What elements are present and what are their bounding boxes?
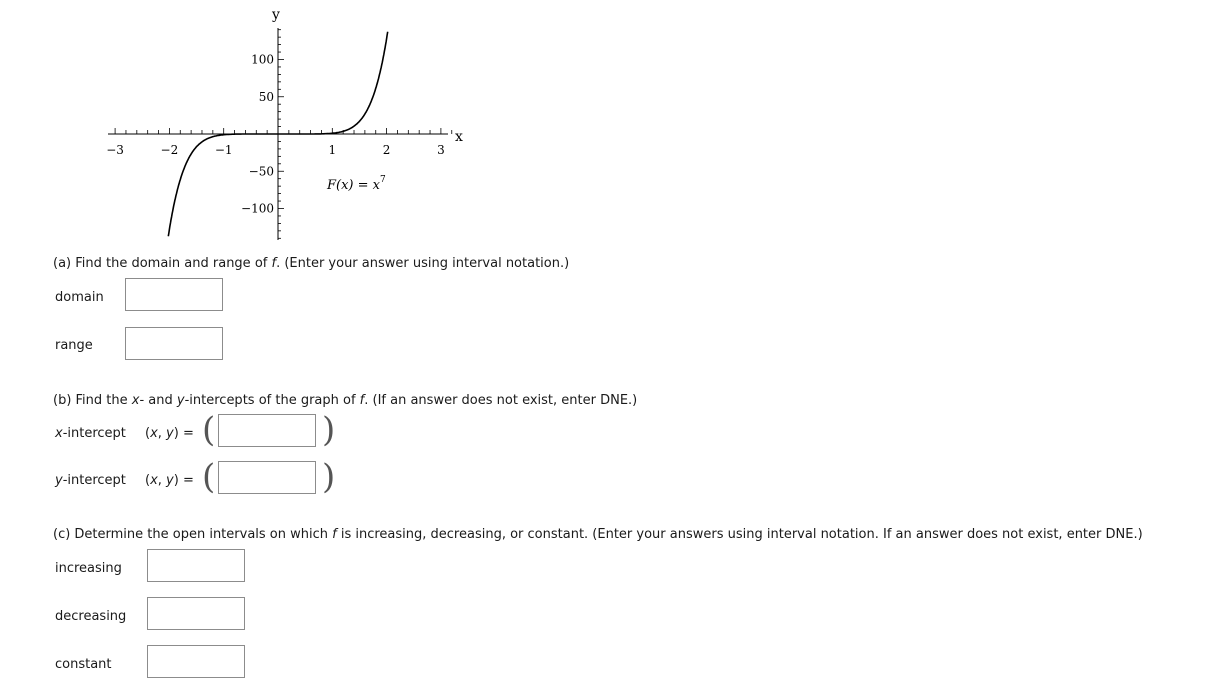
domain-input[interactable] <box>125 278 223 311</box>
part-b-question: (b) Find the x- and y-intercepts of the graph of f. (If an answer does not exist, enter DNE.) <box>53 393 638 408</box>
x-tick-label: −2 <box>160 143 179 157</box>
decreasing-label: decreasing <box>55 609 127 624</box>
range-input[interactable] <box>125 327 223 360</box>
function-equation-base: F(x) = x <box>327 178 380 193</box>
y-intercept-open-paren: ( <box>202 457 216 497</box>
y-intercept-input[interactable] <box>218 461 316 494</box>
increasing-label: increasing <box>55 561 122 576</box>
domain-label: domain <box>55 290 104 305</box>
function-equation-exponent: 7 <box>379 175 386 185</box>
y-tick-label: 100 <box>251 52 274 67</box>
constant-label: constant <box>55 657 112 672</box>
x-intercept-label: x-intercept <box>55 426 126 441</box>
part-a-question: (a) Find the domain and range of f. (Enter your answer using interval notation.) <box>53 256 570 271</box>
x-tick-label: 3 <box>437 143 445 157</box>
x-intercept-coordinate-label: (x, y) = <box>145 426 194 441</box>
x-intercept-open-paren: ( <box>202 410 216 450</box>
range-label: range <box>55 338 93 353</box>
y-intercept-coordinate-label: (x, y) = <box>145 473 194 488</box>
x-tick-label: −1 <box>214 143 233 157</box>
y-tick-label: −50 <box>248 164 274 179</box>
y-tick-label: −100 <box>241 201 274 216</box>
part-c-question: (c) Determine the open intervals on which f is increasing, decreasing, or constant. (Enter your answers using interval notation. If an answer does not exist, enter DNE.) <box>53 527 1143 542</box>
constant-input[interactable] <box>147 645 245 678</box>
function-graph <box>0 0 480 245</box>
y-intercept-label: y-intercept <box>55 473 126 488</box>
decreasing-input[interactable] <box>147 597 245 630</box>
x-tick-label: 1 <box>328 143 337 157</box>
y-intercept-close-paren: ) <box>322 457 336 497</box>
x-intercept-input[interactable] <box>218 414 316 447</box>
x-tick-label: 2 <box>382 143 391 157</box>
increasing-input[interactable] <box>147 549 245 582</box>
x-tick-labels <box>106 143 444 157</box>
y-tick-label: 50 <box>258 89 274 104</box>
x-axis-label: x <box>455 129 463 145</box>
function-equation <box>326 175 386 193</box>
x-intercept-close-paren: ) <box>322 410 336 450</box>
y-axis-label: y <box>272 7 280 23</box>
x-tick-label: −3 <box>106 143 124 157</box>
